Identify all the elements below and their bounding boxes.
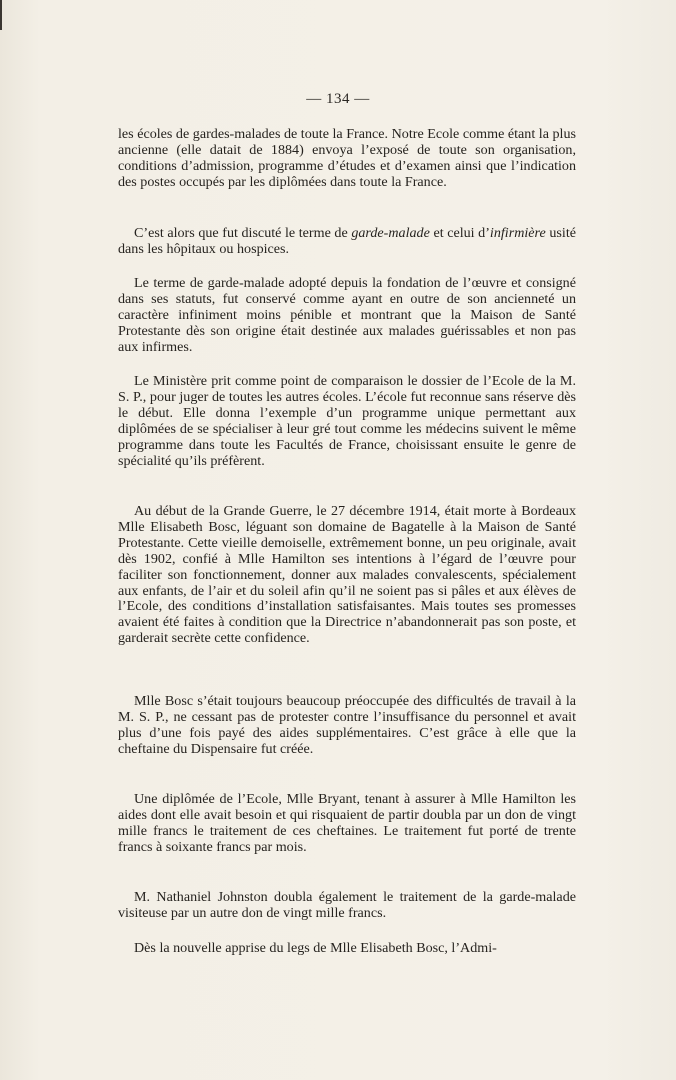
paragraph-6: Mlle Bosc s’était toujours beaucoup préoccupée des difficultés de travail à la M. S. P., ne cessant pas de protester contre l’insuffisance du personnel et avait plus d’une fois payé des aides supplémentaires. C’est grâce à elle que la cheftaine du Dispensaire fut créée. <box>118 693 576 757</box>
paragraph-3: Le terme de garde-malade adopté depuis la fondation de l’œuvre et consigné dans ses statuts, fut conservé comme ayant en outre de son ancienneté un caractère infiniment moins pénible et montrant que la Maison de Santé Protestante dès son origine était destinée aux malades guérissables et non pas aux infirmes. <box>118 275 576 355</box>
paragraph-5: Au début de la Grande Guerre, le 27 décembre 1914, était morte à Bordeaux Mlle Elisabeth Bosc, léguant son domaine de Bagatelle à la Maison de Santé Protestante. Cette vieille demoiselle, extrêmement bonne, un peu originale, avait dès 1902, confié à Mlle Hamilton ses intentions à l’égard de l’œuvre pour faciliter son fonctionnement, donner aux malades convalescents, spécialement aux enfants, de l’air et du soleil afin qu’il ne soient pas si pâles et aux élèves de l’Ecole, des conditions d’installation satisfaisantes. Mais toutes ses promesses avaient été faites à condition que la Directrice n’abandonnerait pas son poste, et garderait secrète cette confidence. <box>118 503 576 647</box>
paragraph-9: Dès la nouvelle apprise du legs de Mlle Elisabeth Bosc, l’Admi- <box>134 940 497 956</box>
paragraph-2 <box>118 226 576 258</box>
paragraph-2-after: usité dans les hôpitaux ou hospices. <box>118 225 576 257</box>
paragraph-1: les écoles de gardes-malades de toute la France. Notre Ecole comme étant la plus ancienne (elle datait de 1884) envoya l’exposé de toute son organisation, conditions d’admission, programme d’études et d’examen ainsi que l’indication des postes occupés par les diplômées dans toute la France. <box>118 126 576 190</box>
paragraph-2-italic-term-2: infirmière <box>489 225 546 241</box>
paragraph-2-italic-term-1: garde-malade <box>351 225 430 241</box>
page-edge-mark <box>0 0 2 30</box>
paragraph-7: Une diplômée de l’Ecole, Mlle Bryant, tenant à assurer à Mlle Hamilton les aides dont elle avait besoin et qui risquaient de partir doubla par un don de vingt mille francs le traitement de ces cheftaines. Le traitement fut porté de trente francs à soixante francs par mois. <box>118 791 576 855</box>
page-number: — 134 — <box>306 91 370 107</box>
paragraph-2-before: C’est alors que fut discuté le terme de <box>134 225 352 241</box>
paragraph-2-middle: et celui d’ <box>429 225 490 241</box>
paragraph-8: M. Nathaniel Johnston doubla également le traitement de la garde-malade visiteuse par un autre don de vingt mille francs. <box>118 889 576 921</box>
paragraph-4: Le Ministère prit comme point de comparaison le dossier de l’Ecole de la M. S. P., pour juger de toutes les autres écoles. L’école fut reconnue sans réserve dès le début. Elle donna l’exemple d’un programme unique permettant aux diplômées de se spécialiser à leur gré tout comme les médecins suivent le même programme dans toute les Facultés de France, choisissant ensuite le genre de spécialité qu’ils préfèrent. <box>118 373 576 469</box>
